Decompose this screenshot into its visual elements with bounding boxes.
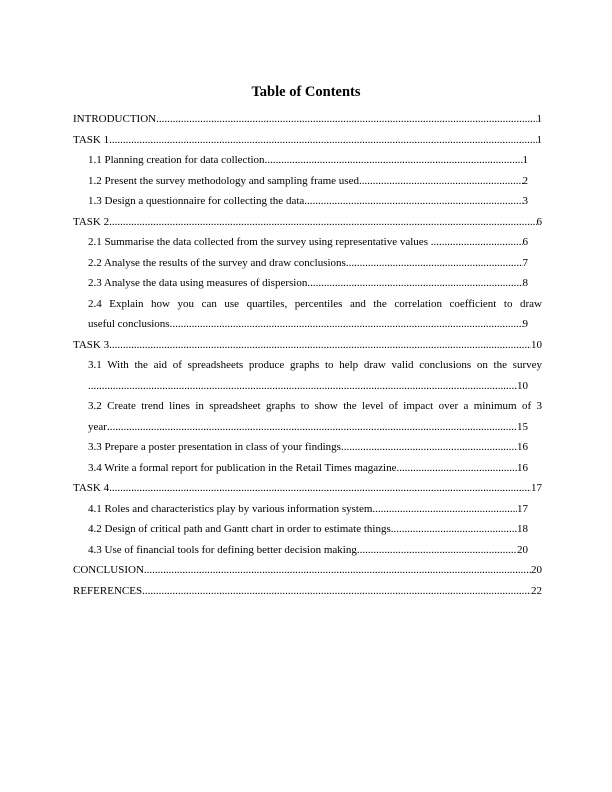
toc-entry-label: 1.1 Planning creation for data collection — [88, 154, 265, 166]
toc-page-number: 1 — [536, 133, 542, 146]
toc-entry-2-2[interactable] — [73, 257, 542, 278]
toc-entry-conclusion[interactable] — [73, 564, 542, 585]
toc-entry-label: 2.2 Analyse the results of the survey and draw conclusions — [88, 256, 346, 269]
toc-page-number: 10 — [531, 338, 542, 351]
toc-leader — [307, 277, 522, 289]
toc-leader — [144, 564, 531, 576]
toc-leader — [265, 154, 523, 166]
toc-entry-3-2-line2[interactable] — [73, 421, 542, 442]
toc-entry-label: 3.3 Prepare a poster presentation in class of your findings — [88, 441, 341, 453]
toc-page-number: 17 — [517, 502, 528, 515]
toc-entry-label: 1.3 Design a questionnaire for collecting the data — [88, 195, 305, 207]
toc-entry-3-1-line1[interactable] — [73, 359, 542, 380]
toc-entry-label: 4.1 Roles and characteristics play by various information system — [88, 502, 373, 515]
toc-entry-label: 2.4 Explain how you can use quartiles, percentiles and the correlation coefficient to draw — [88, 297, 542, 310]
toc-entry-4-1[interactable] — [73, 503, 542, 524]
toc-leader — [109, 339, 531, 351]
toc-page-number: 10 — [517, 379, 528, 392]
toc-entry-label: 2.1 Summarise the data collected from the survey using representative values — [88, 236, 431, 248]
toc-page-number: 20 — [517, 543, 528, 556]
toc-entry-label: 3.2 Create trend lines in spreadsheet graphs to show the level of impact over a minimum of 3 — [88, 400, 542, 412]
toc-entry-label: CONCLUSION — [73, 564, 144, 576]
toc-page-number: 7 — [522, 256, 528, 269]
toc-page-number: 6 — [536, 215, 542, 228]
toc-entry-references[interactable] — [73, 585, 542, 606]
toc-entry-task-1[interactable] — [73, 134, 542, 155]
toc-entry-2-4-line2[interactable] — [73, 318, 542, 339]
toc-leader — [341, 441, 517, 453]
toc-entry-task-4[interactable] — [73, 482, 542, 503]
toc-leader — [357, 544, 517, 556]
page-title: Table of Contents — [251, 84, 361, 100]
toc-entry-label: 3.1 With the aid of spreadsheets produce graphs to help draw valid conclusions on the survey — [88, 359, 542, 371]
toc-page-number: 15 — [517, 420, 528, 433]
toc-entry-label: REFERENCES — [73, 584, 143, 597]
toc-page-number: 16 — [517, 461, 528, 474]
toc-leader — [391, 523, 517, 535]
toc-page-number: 3 — [522, 195, 528, 207]
toc-leader — [156, 113, 536, 125]
toc-leader — [142, 585, 531, 597]
toc-leader — [109, 482, 531, 494]
toc-page-number: 1 — [522, 154, 528, 166]
toc-leader — [359, 175, 523, 187]
toc-entry-task-3[interactable] — [73, 339, 542, 360]
toc-leader — [88, 380, 517, 392]
toc-entry-label: useful conclusions — [88, 318, 170, 330]
toc-entry-label: INTRODUCTION — [73, 113, 157, 125]
toc-entry-1-3[interactable] — [73, 195, 542, 216]
toc-entry-introduction[interactable] — [73, 113, 542, 134]
toc-entry-3-2-line1[interactable] — [73, 400, 542, 421]
toc-leader — [107, 421, 517, 433]
toc-entry-2-4-line1[interactable] — [73, 298, 542, 319]
toc-leader — [346, 257, 523, 269]
toc-leader — [304, 195, 522, 207]
toc-entry-3-1-line2[interactable] — [73, 380, 542, 401]
toc-leader — [397, 462, 518, 474]
toc-page-number: 22 — [531, 584, 542, 597]
toc-entry-1-1[interactable] — [73, 154, 542, 175]
toc-entry-label: 3.4 Write a formal report for publication in the Retail Times magazine — [88, 461, 397, 474]
toc-entry-label: TASK 3 — [73, 338, 110, 351]
toc-entry-label: TASK 4 — [73, 482, 110, 494]
toc-entry-task-2[interactable] — [73, 216, 542, 237]
toc-entry-label: 4.3 Use of financial tools for defining better decision making — [88, 543, 357, 556]
toc-entry-2-3[interactable] — [73, 277, 542, 298]
toc-entry-label: 1.2 Present the survey methodology and sampling frame used — [88, 174, 359, 187]
toc-entry-label: year — [88, 420, 107, 433]
toc-page-number: 16 — [517, 441, 528, 453]
toc-page-number: 20 — [531, 564, 542, 576]
toc-entry-label: 4.2 Design of critical path and Gantt chart in order to estimate things — [88, 523, 391, 535]
toc-entry-2-1[interactable] — [73, 236, 542, 257]
toc-leader — [431, 236, 523, 248]
toc-page-number: 17 — [531, 482, 542, 494]
toc-leader — [109, 134, 536, 146]
toc-leader — [170, 318, 523, 330]
toc-leader — [109, 216, 536, 228]
toc-page-number: 6 — [522, 236, 528, 248]
toc-page-number: 1 — [536, 113, 542, 125]
toc-page-number: 8 — [522, 277, 528, 289]
toc-page-number: 9 — [522, 318, 528, 330]
toc-entry-1-2[interactable] — [73, 175, 542, 196]
toc-entry-label: TASK 1 — [73, 133, 110, 146]
toc-entry-3-4[interactable] — [73, 462, 542, 483]
table-of-contents — [73, 113, 542, 605]
toc-page-number: 18 — [517, 523, 528, 535]
toc-entry-3-3[interactable] — [73, 441, 542, 462]
toc-entry-label: 2.3 Analyse the data using measures of dispersion — [88, 277, 308, 289]
toc-entry-4-3[interactable] — [73, 544, 542, 565]
toc-page-number: 2 — [522, 174, 528, 187]
toc-entry-label: TASK 2 — [73, 215, 110, 228]
toc-leader — [372, 503, 517, 515]
toc-entry-4-2[interactable] — [73, 523, 542, 544]
